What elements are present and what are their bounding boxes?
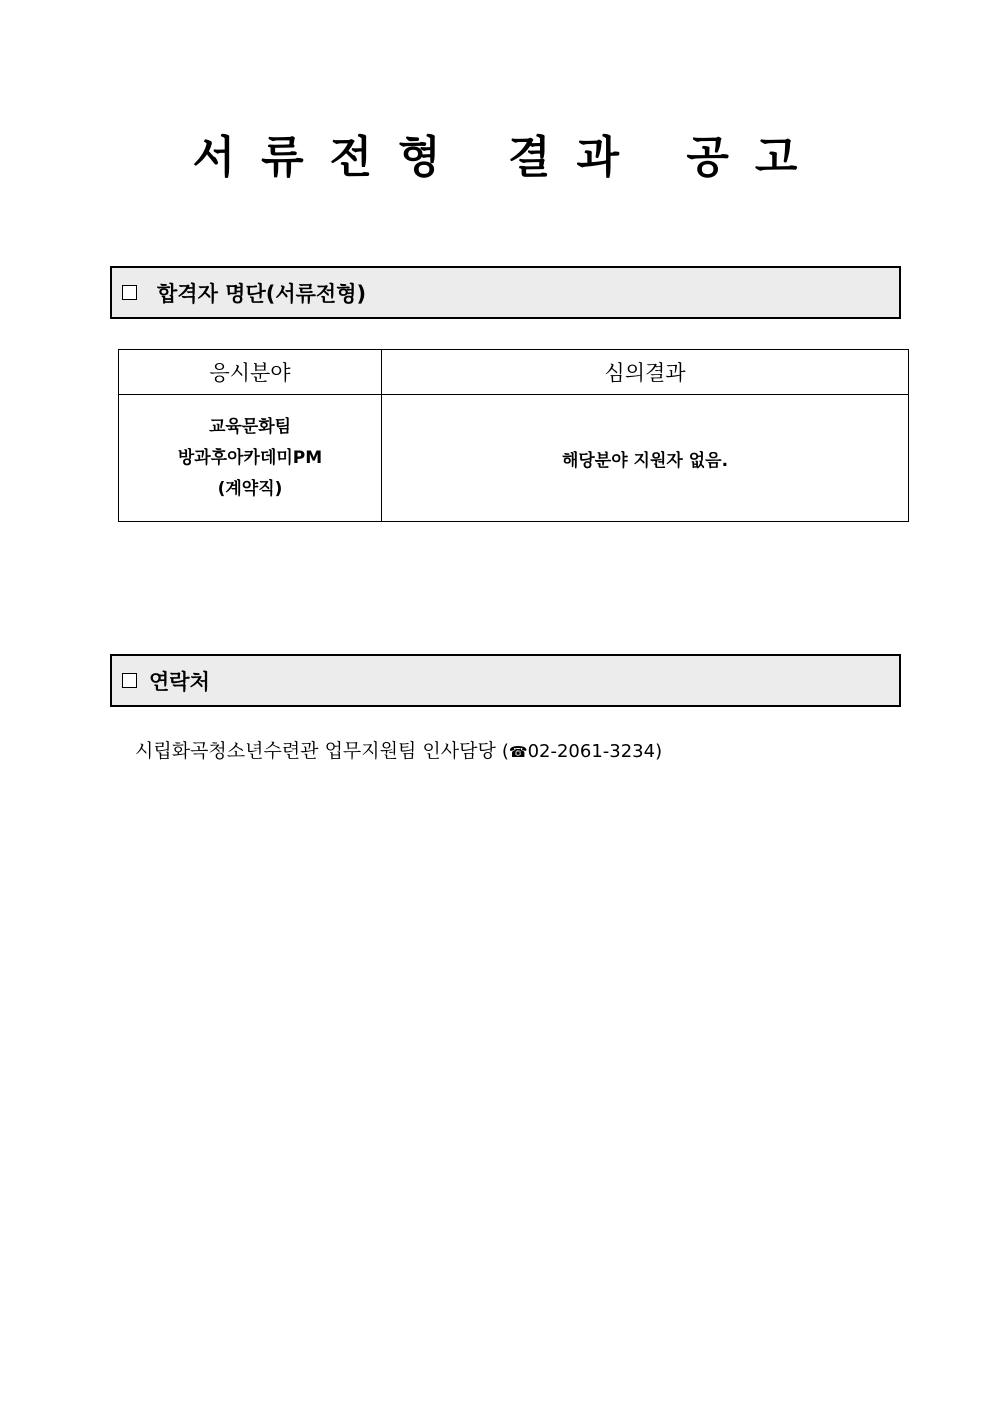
section-heading: 합격자 명단(서류전형) xyxy=(157,281,367,306)
section-heading: 연락처 xyxy=(149,669,210,694)
phone-icon: ☎ xyxy=(508,743,528,761)
column-header-field: 응시분야 xyxy=(119,350,382,395)
table-row xyxy=(119,395,909,522)
field-cell xyxy=(119,395,382,522)
phone-number: (☎02-2061-3234) xyxy=(501,741,663,762)
page-title: 서류전형 결과 공고 xyxy=(192,132,824,183)
checkbox-square-icon xyxy=(122,285,137,300)
field-line: (계약직) xyxy=(217,478,283,499)
field-line: 방과후아카데미PM xyxy=(177,447,323,468)
contact-text: 시립화곡청소년수련관 업무지원팀 인사담당 xyxy=(135,740,496,762)
section-header-contact xyxy=(110,654,901,707)
field-line: 교육문화팀 xyxy=(208,416,292,437)
table-header-row xyxy=(119,350,909,395)
section-header-pass-list xyxy=(110,266,901,319)
result-cell: 해당분야 지원자 없음. xyxy=(382,395,909,522)
contact-line xyxy=(135,736,662,763)
result-table xyxy=(118,349,909,522)
checkbox-square-icon xyxy=(122,673,137,688)
column-header-result: 심의결과 xyxy=(382,350,909,395)
